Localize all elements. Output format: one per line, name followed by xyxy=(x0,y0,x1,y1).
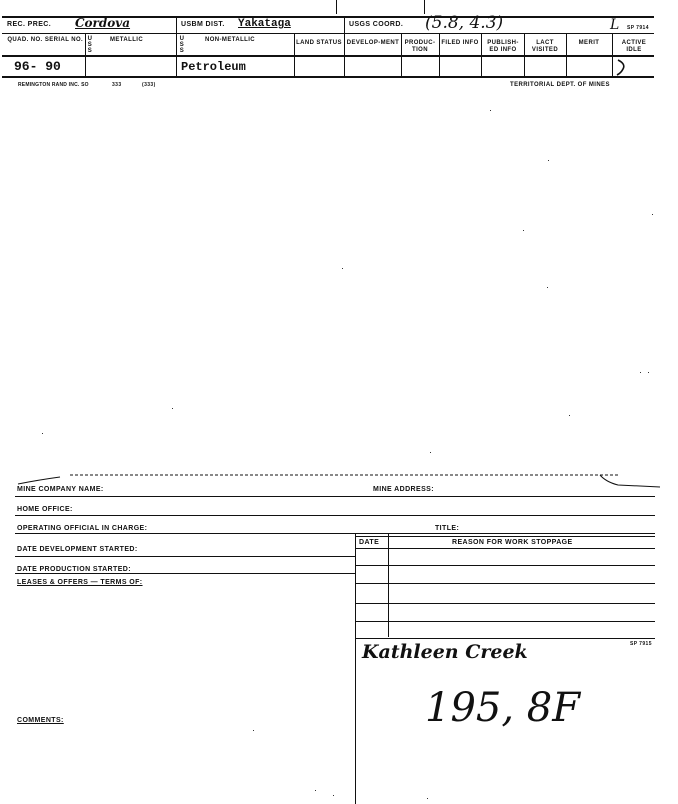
rule-line xyxy=(355,565,655,566)
rule-line xyxy=(355,548,655,549)
usgs-coord-value: (5.8, 4.3) xyxy=(425,13,504,33)
mine-company-name-label: MINE COMPANY NAME: xyxy=(17,486,104,493)
scan-speck xyxy=(172,408,173,409)
scan-speck xyxy=(490,110,491,111)
rule-line xyxy=(355,603,655,604)
title-label: TITLE: xyxy=(435,525,460,532)
date-development-started-label: DATE DEVELOPMENT STARTED: xyxy=(17,546,138,553)
col-metallic: METALLIC xyxy=(110,37,144,43)
form-code-2: SP 7915 xyxy=(630,641,652,647)
col-non-metallic: NON-METALLIC xyxy=(205,37,256,43)
scan-speck xyxy=(315,790,316,791)
col-filed-info: FILED INFO xyxy=(441,40,479,46)
rule-line xyxy=(355,621,655,622)
form-code: SP 7914 xyxy=(627,25,649,31)
comments-label: COMMENTS: xyxy=(17,717,64,724)
rule-line xyxy=(355,583,655,584)
scan-speck xyxy=(547,287,548,288)
rec-prec-value: Cordova xyxy=(75,16,131,30)
scan-speck xyxy=(333,795,334,796)
handwritten-location: Kathleen Creek xyxy=(362,641,528,663)
mine-address-label: MINE ADDRESS: xyxy=(373,486,434,493)
corner-mark: L xyxy=(610,17,620,33)
scan-speck xyxy=(652,214,653,215)
col-land-status: LAND STATUS xyxy=(296,40,342,46)
printer-imprint: REMINGTON RAND INC. SO xyxy=(18,82,89,88)
operating-official-label: OPERATING OFFICIAL IN CHARGE: xyxy=(17,525,148,532)
top-tick xyxy=(424,0,425,14)
scan-speck xyxy=(342,268,343,269)
rule-line xyxy=(15,573,355,574)
rule-line xyxy=(15,556,355,557)
card-bottom-border xyxy=(2,76,654,78)
reason-column-header: REASON FOR WORK STOPPAGE xyxy=(452,539,573,546)
printer-code: 333 xyxy=(112,82,122,88)
scan-speck xyxy=(430,452,431,453)
scan-speck xyxy=(648,372,649,373)
scan-speck xyxy=(523,230,524,231)
col-development: DEVELOP-MENT xyxy=(346,40,400,46)
table-left-border xyxy=(355,534,356,804)
col-uss-2: U S S xyxy=(179,36,185,54)
scan-speck xyxy=(253,730,254,731)
scan-speck xyxy=(42,433,43,434)
active-idle-mark xyxy=(614,58,630,78)
rule-line xyxy=(355,638,655,639)
scan-speck xyxy=(569,415,570,416)
col-divider xyxy=(344,17,345,76)
col-serial-no: SERIAL NO. xyxy=(44,37,84,43)
col-merit: MERIT xyxy=(578,40,600,46)
col-uss-1: U S S xyxy=(87,36,93,54)
usgs-coord-label: USGS COORD. xyxy=(349,21,404,28)
quad-serial-value: 96- 90 xyxy=(14,59,61,74)
scan-speck xyxy=(427,798,428,799)
non-metallic-value: Petroleum xyxy=(181,60,246,74)
col-published-info: PUBLISH-ED INFO xyxy=(487,40,519,53)
rule-line xyxy=(15,533,655,534)
scan-speck xyxy=(548,160,549,161)
data-row-top-line xyxy=(2,55,654,57)
rule-line xyxy=(15,496,655,497)
date-production-started-label: DATE PRODUCTION STARTED: xyxy=(17,566,131,573)
handwritten-number: 195, 8F xyxy=(425,685,580,731)
col-divider xyxy=(176,17,177,76)
top-tick xyxy=(336,0,337,14)
rec-prec-label: REC. PREC. xyxy=(7,21,52,28)
rule-line xyxy=(15,515,655,516)
home-office-label: HOME OFFICE: xyxy=(17,506,73,513)
col-active-idle: ACTIVE IDLE xyxy=(621,40,647,53)
date-column-header: DATE xyxy=(359,539,380,546)
col-production: PRODUC-TION xyxy=(404,40,436,53)
heading-top-line xyxy=(2,33,654,34)
department: TERRITORIAL DEPT. OF MINES xyxy=(510,82,610,88)
col-quad-no: QUAD. NO. xyxy=(7,37,43,43)
usbm-dist-value: Yakataga xyxy=(238,18,291,30)
rule-line xyxy=(355,536,655,537)
col-last-visited: LACT VISITED xyxy=(531,40,559,53)
leases-offers-label: LEASES & OFFERS — TERMS OF: xyxy=(17,579,143,586)
printer-code-2: (333) xyxy=(142,82,156,88)
scan-speck xyxy=(640,372,641,373)
usbm-dist-label: USBM DIST. xyxy=(181,21,225,28)
